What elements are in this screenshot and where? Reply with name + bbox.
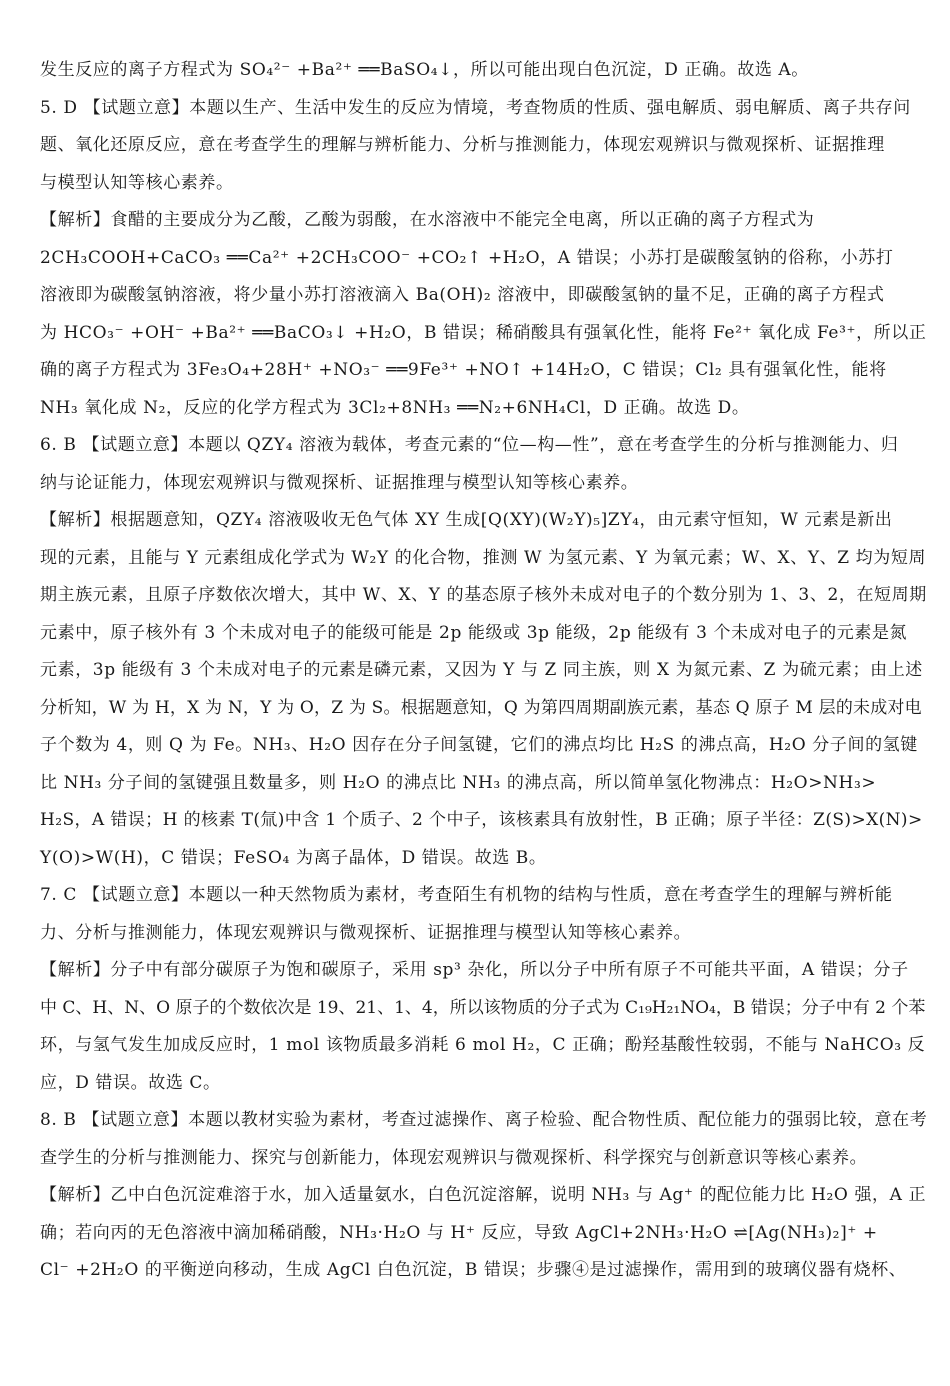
text-line: 元素中，原子核外有 3 个未成对电子的能级可能是 2p 能级或 3p 能级，2p 能级有 3 个未成对电子的元素是氮 bbox=[40, 622, 908, 643]
analysis-line: 【解析】根据题意知，QZY₄ 溶液吸收无色气体 XY 生成[Q(XY)(W₂Y)₅]ZY₄，由元素守恒知，W 元素是新出 bbox=[40, 510, 893, 530]
item-7-heading: 7. C 【试题立意】本题以一种天然物质为素材，考查陌生有机物的结构与性质，意在考查学生的理解与辨析能 bbox=[40, 885, 893, 905]
analysis-line: 【解析】分子中有部分碳原子为饱和碳原子，采用 sp³ 杂化，所以分子中所有原子不可能共平面，A 错误；分子 bbox=[40, 960, 909, 980]
text-line: 查学生的分析与推测能力、探究与创新能力，体现宏观辨识与微观探析、科学探究与创新意识等核心素养。 bbox=[40, 1147, 868, 1168]
text-line: 元素，3p 能级有 3 个未成对电子的元素是磷元素，又因为 Y 与 Z 同主族，则 X 为氮元素、Z 为硫元素；由上述 bbox=[40, 660, 923, 680]
analysis-line: 【解析】乙中白色沉淀难溶于水，加入适量氨水，白色沉淀溶解，说明 NH₃ 与 Ag⁺ 的配位能力比 H₂O 强，A 正 bbox=[40, 1185, 927, 1205]
text-line: NH₃ 氧化成 N₂，反应的化学方程式为 3Cl₂+8NH₃ ══N₂+6NH₄Cl，D 正确。故选 D。 bbox=[40, 397, 750, 418]
text-line: 与模型认知等核心素养。 bbox=[40, 172, 234, 193]
text-line: Y(O)>W(H)，C 错误；FeSO₄ 为离子晶体，D 错误。故选 B。 bbox=[40, 847, 547, 868]
text-line: 中 C、H、N、O 原子的个数依次是 19、21、1、4，所以该物质的分子式为 C₁₉H₂₁NO₄，B 错误；分子中有 2 个苯 bbox=[40, 997, 926, 1018]
item-5-heading: 5. D 【试题立意】本题以生产、生活中发生的反应为情境，考查物质的性质、强电解质、弱电解质、离子共存问 bbox=[40, 97, 911, 118]
text-line: 纳与论证能力，体现宏观辨识与微观探析、证据推理与模型认知等核心素养。 bbox=[40, 472, 639, 493]
item-6-heading: 6. B 【试题立意】本题以 QZY₄ 溶液为载体，考查元素的“位—构—性”，意在考查学生的分析与推测能力、归 bbox=[40, 435, 899, 455]
item-8-heading: 8. B 【试题立意】本题以教材实验为素材，考查过滤操作、离子检验、配合物性质、配位能力的强弱比较，意在考 bbox=[40, 1110, 928, 1130]
text-line: 发生反应的离子方程式为 SO₄²⁻ +Ba²⁺ ══BaSO₄↓，所以可能出现白色沉淀，D 正确。故选 A。 bbox=[40, 60, 809, 80]
text-line: 环，与氢气发生加成反应时，1 mol 该物质最多消耗 6 mol H₂，C 正确；酚羟基酸性较弱，不能与 NaHCO₃ 反 bbox=[40, 1035, 926, 1055]
analysis-line: 【解析】食醋的主要成分为乙酸，乙酸为弱酸，在水溶液中不能完全电离，所以正确的离子方程式为 bbox=[40, 210, 815, 230]
text-line: 力、分析与推测能力，体现宏观辨识与微观探析、证据推理与模型认知等核心素养。 bbox=[40, 922, 692, 943]
text-line: 为 HCO₃⁻ +OH⁻ +Ba²⁺ ══BaCO₃↓ +H₂O，B 错误；稀硝酸具有强氧化性，能将 Fe²⁺ 氧化成 Fe³⁺，所以正 bbox=[40, 322, 927, 343]
text-line: 分析知，W 为 H，X 为 N，Y 为 O，Z 为 S。根据题意知，Q 为第四周期副族元素，基态 Q 原子 M 层的未成对电 bbox=[40, 697, 922, 718]
text-line: 溶液即为碳酸氢钠溶液，将少量小苏打溶液滴入 Ba(OH)₂ 溶液中，即碳酸氢钠的量不足，正确的离子方程式 bbox=[40, 285, 885, 305]
text-line: 确；若向丙的无色溶液中滴加稀硝酸，NH₃·H₂O 与 H⁺ 反应，导致 AgCl+2NH₃·H₂O ⇌[Ag(NH₃)₂]⁺ + bbox=[40, 1222, 878, 1243]
text-line: 现的元素，且能与 Y 元素组成化学式为 W₂Y 的化合物，推测 W 为氢元素、Y 为氧元素；W、X、Y、Z 均为短周 bbox=[40, 547, 927, 568]
text-line: 期主族元素，且原子序数依次增大，其中 W、X、Y 的基态原子核外未成对电子的个数分别为 1、3、2，在短周期 bbox=[40, 585, 927, 605]
text-line: 题、氧化还原反应，意在考查学生的理解与辨析能力、分析与推测能力，体现宏观辨识与微观探析、证据推理 bbox=[40, 135, 885, 155]
text-line: 确的离子方程式为 3Fe₃O₄+28H⁺ +NO₃⁻ ══9Fe³⁺ +NO↑ +14H₂O，C 错误；Cl₂ 具有强氧化性，能将 bbox=[40, 360, 887, 380]
text-line: H₂S，A 错误；H 的核素 T(氚)中含 1 个质子、2 个中子，该核素具有放射性，B 正确；原子半径：Z(S)>X(N)> bbox=[40, 810, 923, 830]
text-line: 应，D 错误。故选 C。 bbox=[40, 1072, 221, 1093]
text-line: Cl⁻ +2H₂O 的平衡逆向移动，生成 AgCl 白色沉淀，B 错误；步骤④是过滤操作，需用到的玻璃仪器有烧杯、 bbox=[40, 1260, 907, 1280]
text-line: 2CH₃COOH+CaCO₃ ══Ca²⁺ +2CH₃COO⁻ +CO₂↑ +H₂O，A 错误；小苏打是碳酸氢钠的俗称，小苏打 bbox=[40, 247, 894, 268]
text-line: 子个数为 4，则 Q 为 Fe。NH₃、H₂O 因存在分子间氢键，它们的沸点均比 H₂S 的沸点高，H₂O 分子间的氢键 bbox=[40, 735, 918, 755]
text-line: 比 NH₃ 分子间的氢键强且数量多，则 H₂O 的沸点比 NH₃ 的沸点高，所以简单氢化物沸点：H₂O>NH₃> bbox=[40, 772, 877, 793]
